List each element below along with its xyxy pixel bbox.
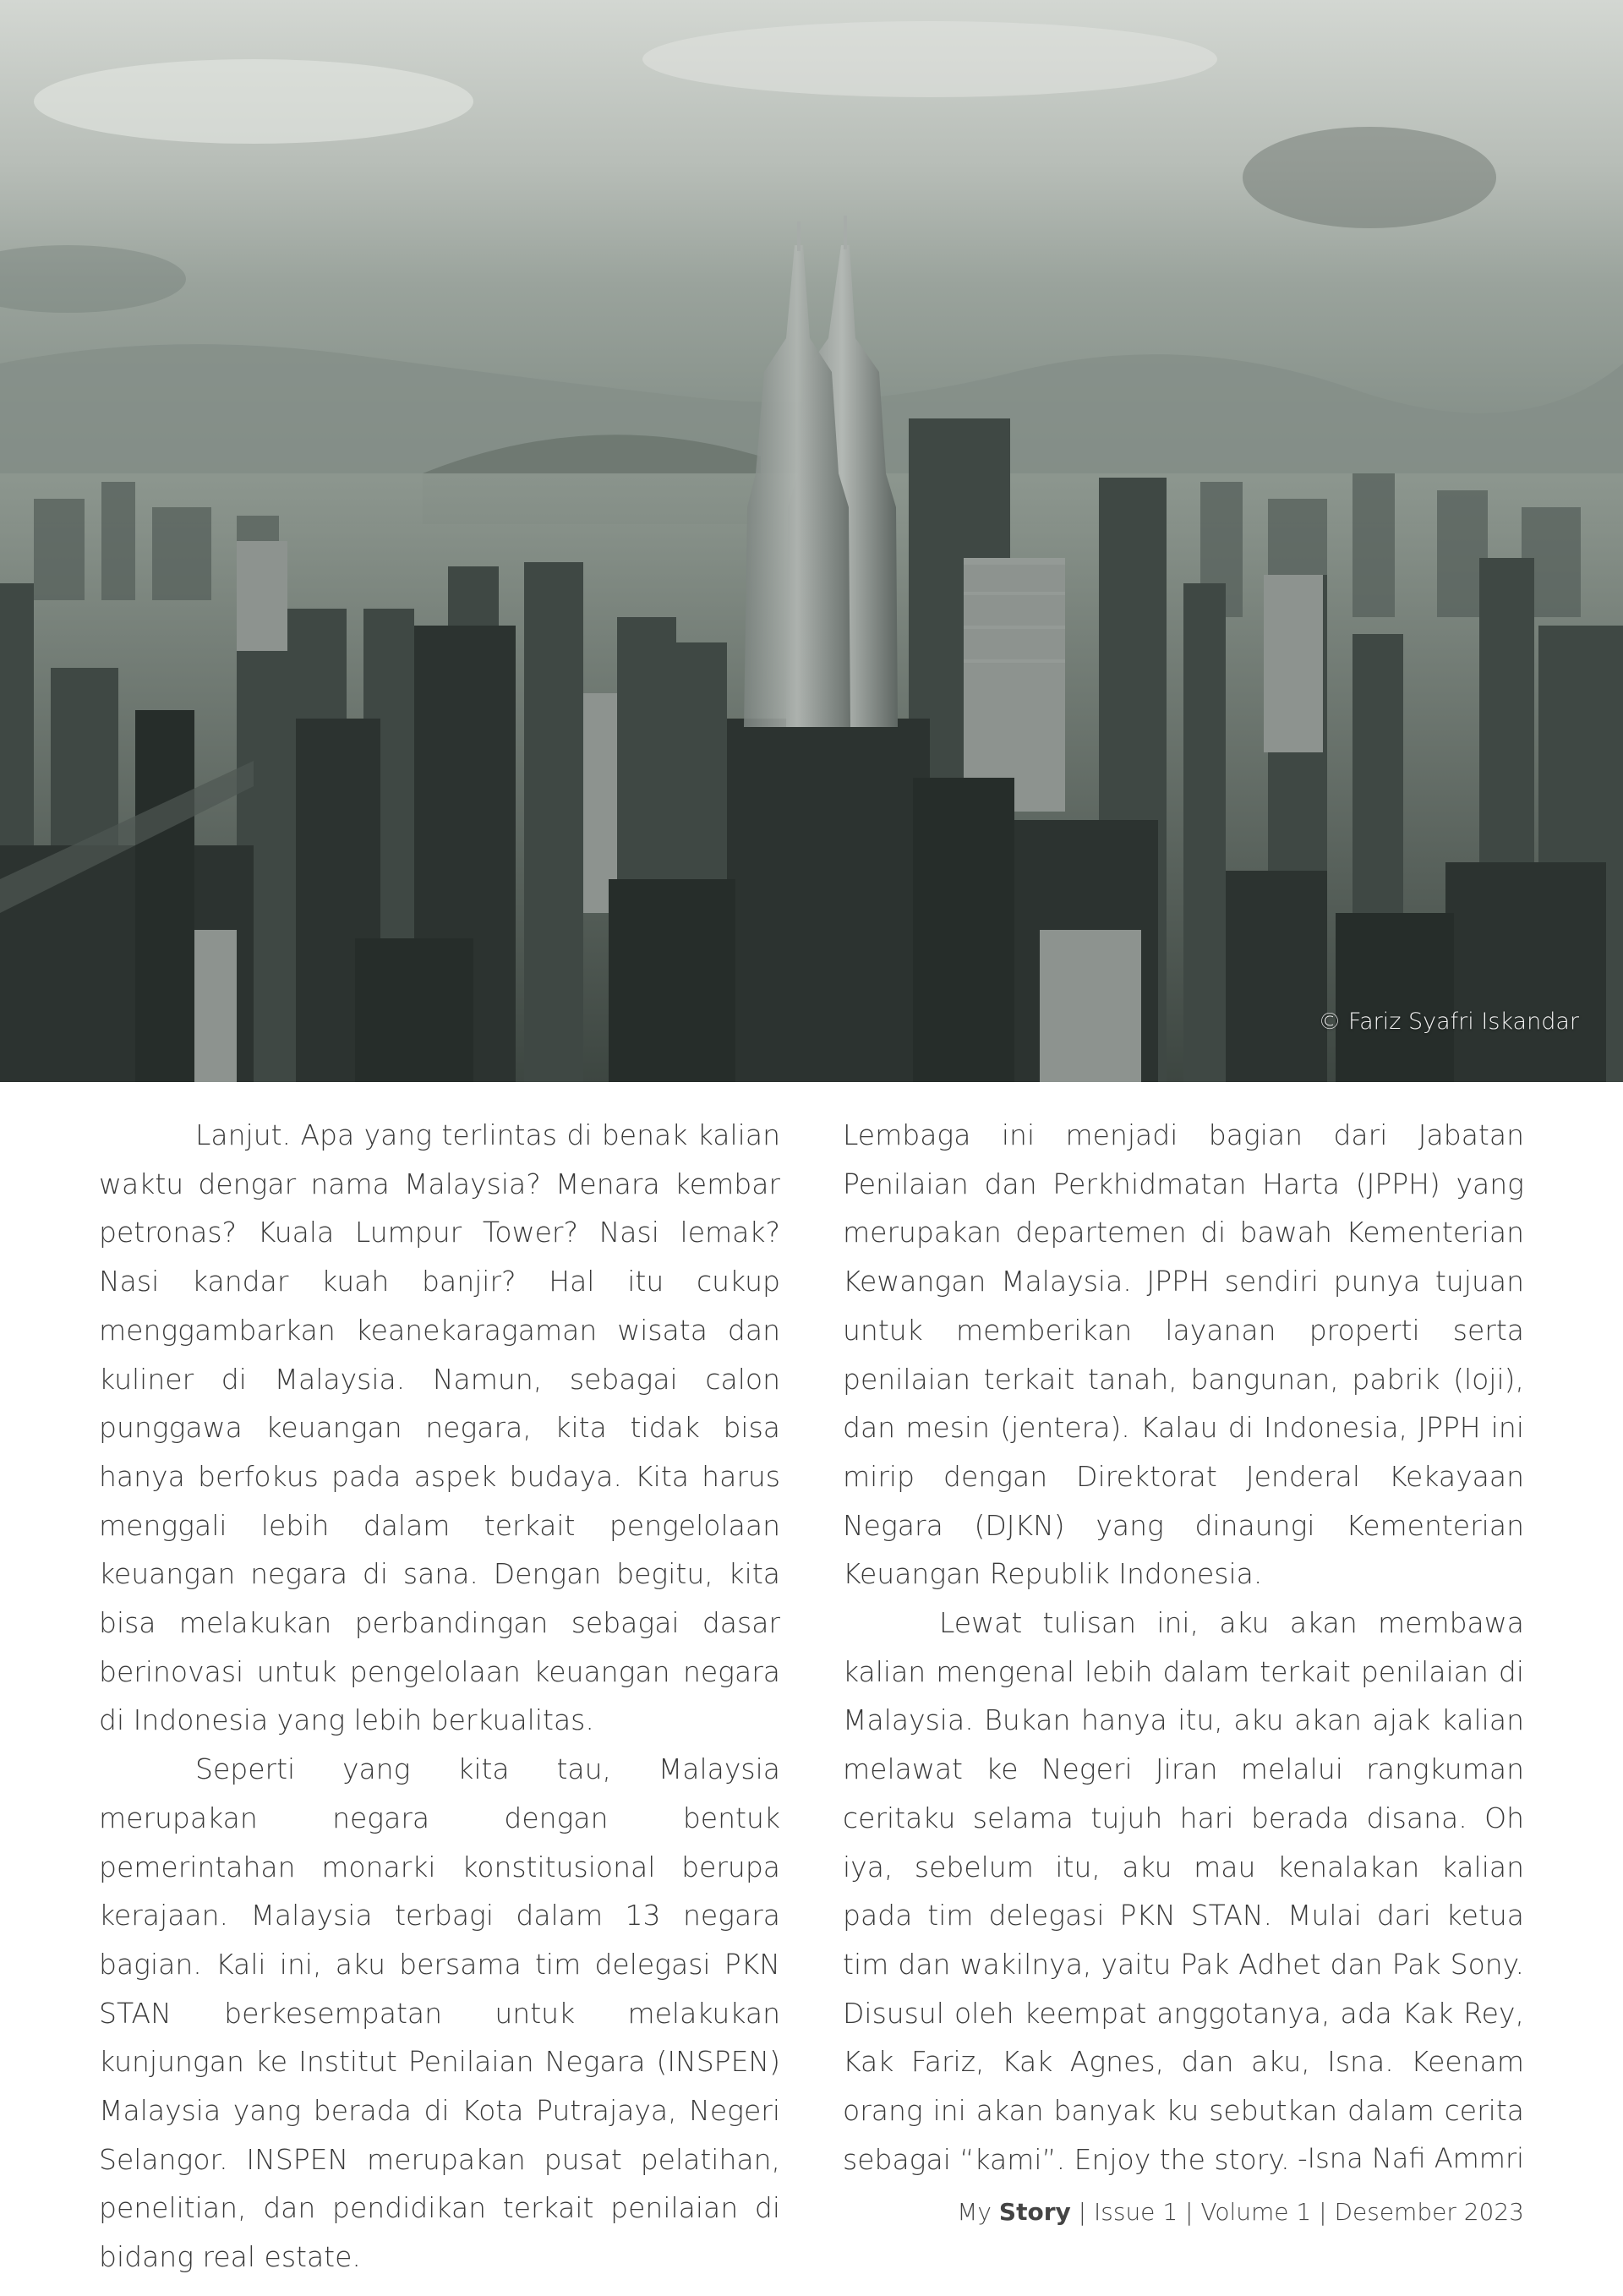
paragraph-intro: Lanjut. Apa yang terlintas di benak kalian waktu dengar nama Malaysia? Menara kembar petronas? Kuala Lumpur Tower? Nasi lemak? Nasi kandar kuah banjir? Hal itu cukup menggambarkan keanekaragaman wisata dan kuliner di Malaysia. Namun, sebagai calon punggawa keuangan negara, kita tidak bisa hanya berfokus pada aspek budaya. Kita harus menggali lebih dalam terkait pengelolaan keuangan negara di sana. Dengan begitu, kita bisa melakukan perbandingan sebagai dasar berinovasi untuk pengelolaan keuangan negara di Indonesia yang lebih berkualitas. [99,1118,780,1737]
photo-credit: © Fariz Syafri Iskandar [1318,1009,1579,1035]
footer-issue: | Issue 1 | Volume 1 | Desember 2023 [1078,2198,1524,2226]
footer-story: Story [998,2198,1071,2226]
footer-my: My [957,2198,992,2226]
page-footer [957,2198,1524,2226]
article-left-column [99,1111,780,2282]
paragraph-team: Lewat tulisan ini, aku akan membawa kalian mengenal lebih dalam terkait penilaian di Malaysia. Bukan hanya itu, aku akan ajak kalian melawat ke Negeri Jiran melalui rangkuman ceritaku selama tujuh hari berada disana. Oh iya, sebelum itu, aku mau kenalakan kalian pada tim delegasi PKN STAN. Mulai dari ketua tim dan wakilnya, yaitu Pak Adhet dan Pak Sony. Disusul oleh keempat anggotanya, ada Kak Rey, Kak Fariz, Kak Agnes, dan aku, Isna. Keenam orang ini akan banyak ku sebutkan dalam cerita sebagai “kami”. Enjoy the story. [843,1606,1524,2176]
city-skyline-photo [0,0,1623,1082]
article-right-column [843,1111,1524,2184]
skyline-illustration [0,0,1623,1082]
paragraph-jpph: Lembaga ini menjadi bagian dari Jabatan Penilaian dan Perkhidmatan Harta (JPPH) yang merupakan departemen di bawah Kementerian Kewangan Malaysia. JPPH sendiri punya tujuan untuk memberikan layanan properti serta penilaian terkait tanah, bangunan, pabrik (loji), dan mesin (jentera). Kalau di Indonesia, JPPH ini mirip dengan Direktorat Jenderal Kekayaan Negara (DJKN) yang dinaungi Kementerian Keuangan Republik Indonesia. [843,1118,1524,1591]
paragraph-malaysia: Seperti yang kita tau, Malaysia merupakan negara dengan bentuk pemerintahan monarki konstitusional berupa kerajaan. Malaysia terbagi dalam 13 negara bagian. Kali ini, aku bersama tim delegasi PKN STAN berkesempatan untuk melakukan kunjungan ke Institut Penilaian Negara (INSPEN) Malaysia yang berada di Kota Putrajaya, Negeri Selangor. INSPEN merupakan pusat pelatihan, penelitian, dan pendidikan terkait penilaian di bidang real estate. [99,1752,780,2274]
author-signature: -Isna Nafi Ammri [1298,2142,1524,2174]
